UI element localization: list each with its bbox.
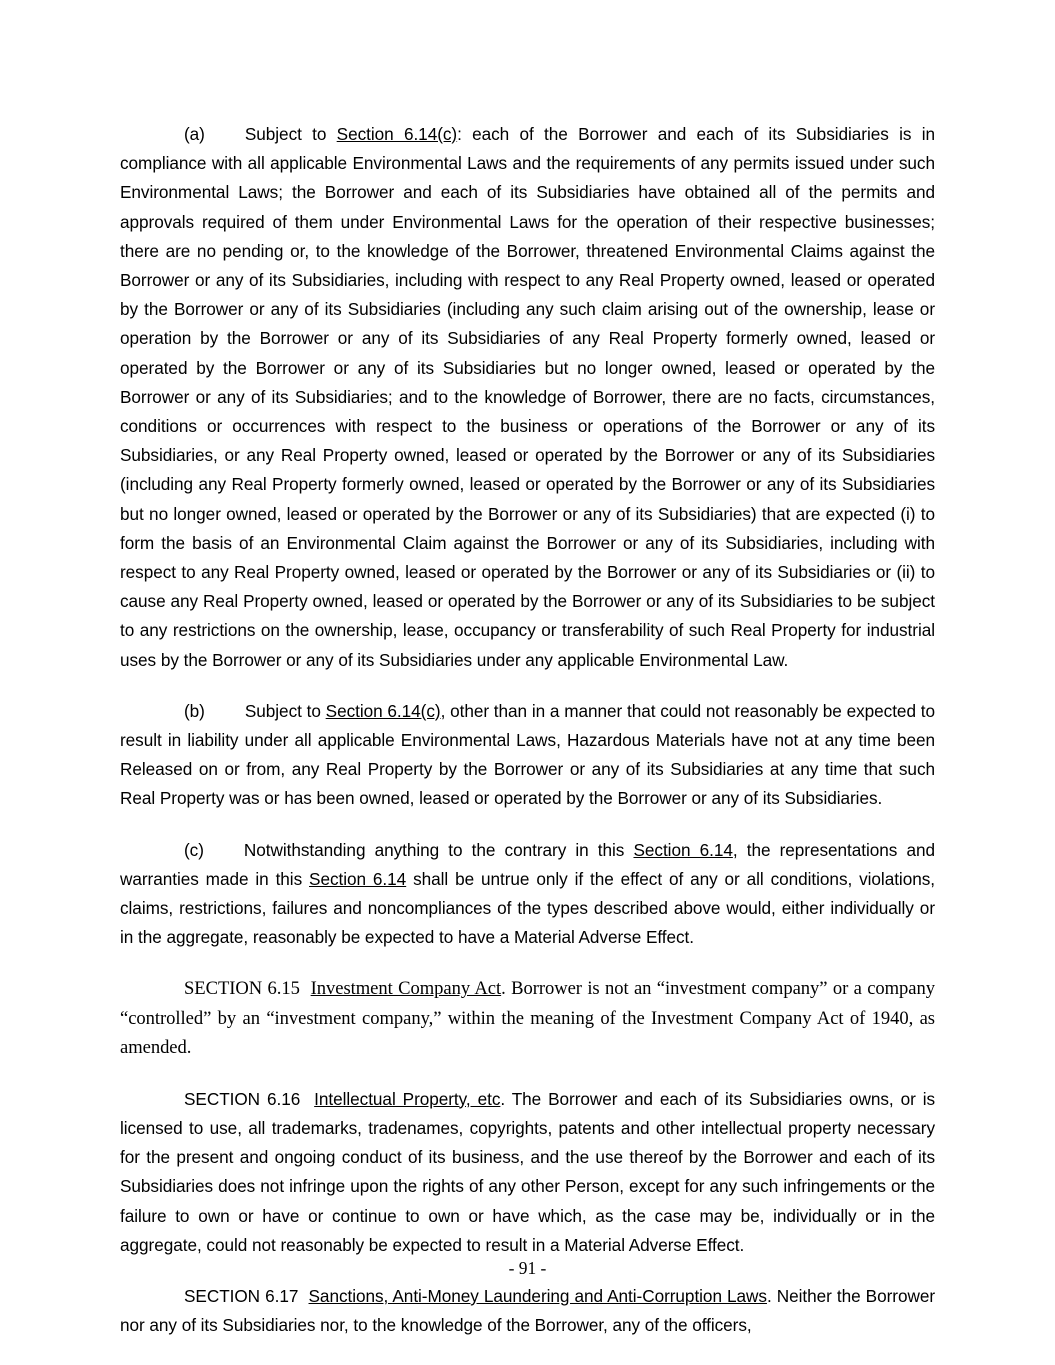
cross-reference-link[interactable]: Section 6.14 (309, 868, 407, 889)
paragraph-c (120, 836, 935, 953)
paragraph-b (120, 697, 935, 814)
section-text: . Borrower is not an “investment company” or a company “controlled” by an “investment company,” within the meaning of the Investment Company Act of 1940, as amended. (120, 978, 935, 1059)
cross-reference-link[interactable]: Section 6.14(c) (336, 124, 458, 144)
section-6-16 (120, 1085, 935, 1260)
paragraph-a-text: : each of the Borrower and each of its Subsidiaries is in compliance with all applicable Environmental Laws and the requirements of any permits issued under such Environmental Laws; the Borrower and each of its Subsidiaries have obtained all of the permits and approvals required of them under Environmental Laws for the operation of their respective businesses; there are no pending or, to the knowledge of the Borrower, threatened Environmental Claims against the Borrower or any of its Subsidiaries, including with respect to any Real Property owned, leased or operated by the Borrower or any of its Subsidiaries (including any such claim arising out of the ownership, lease or operation by the Borrower or any of its Subsidiaries of any Real Property formerly owned, leased or operated by the Borrower or any of its Subsidiaries but no longer owned, leased or operated by the Borrower or any of its Subsidiaries; and to the knowledge of Borrower, there are no facts, circumstances, conditions or occurrences with respect to the business or operations of the Borrower or any of its Subsidiaries, or any Real Property owned, leased or operated by the Borrower or any of its Subsidiaries (including any Real Property formerly owned, leased or operated by the Borrower or any of its Subsidiaries but no longer owned, leased or operated by the Borrower or any of its Subsidiaries) that are expected (i) to form the basis of an Environmental Claim against the Borrower or any of its Subsidiaries, including with respect to any Real Property owned, leased or operated by the Borrower or any of its Subsidiaries or (ii) to cause any Real Property owned, leased or operated by the Borrower or any of its Subsidiaries to be subject to any restrictions on the ownership, lease, occupancy or transferability of such Real Property for industrial uses by the Borrower or any of its Subsidiaries under any applicable Environmental Law. (120, 124, 935, 670)
paragraph-a-label: (a) (184, 124, 205, 144)
cross-reference-link[interactable]: Section 6.14 (633, 839, 733, 860)
paragraph-a (120, 120, 935, 675)
paragraph-c-lead: Notwithstanding anything to the contrary in this (243, 839, 634, 860)
paragraph-c-tail: shall be untrue only if the effect of any or all conditions, violations, claims, restrictions, failures and noncompliances of the types described above would, either individually or in the aggregate, reasonably be expected to have a Material Adverse Effect. (120, 868, 935, 948)
cross-reference-link[interactable]: Section 6.14(c) (325, 700, 441, 721)
section-6-17 (120, 1282, 935, 1340)
section-text: . Neither the Borrower nor any of its Subsidiaries nor, to the knowledge of the Borrower, any of the officers, (120, 1285, 936, 1336)
paragraph-a-lead: Subject to (244, 124, 337, 144)
paragraph-c-mid: , the representations and warranties made in this (120, 839, 935, 889)
section-heading: Intellectual Property, etc (314, 1088, 501, 1109)
page-number: - 91 - (508, 1258, 547, 1278)
section-number: SECTION 6.15 (184, 978, 300, 1000)
section-heading: Sanctions, Anti-Money Laundering and Anti-Corruption Laws (308, 1285, 767, 1306)
section-heading: Investment Company Act (310, 978, 502, 1000)
paragraph-c-label: (c) (184, 839, 204, 860)
section-number: SECTION 6.16 (184, 1088, 301, 1109)
section-6-15 (120, 974, 935, 1062)
document-body (120, 120, 935, 1340)
section-text: . The Borrower and each of its Subsidiaries owns, or is licensed to use, all trademarks, tradenames, copyrights, patents and other intellectual property necessary for the present and ongoing conduct of its business, and the use thereof by the Borrower and each of its Subsidiaries does not infringe upon the rights of any other Person, except for any such infringements or the failure to own or have or continue to own or have which, as the case may be, individually or in the aggregate, could not reasonably be expected to result in a Material Adverse Effect. (120, 1088, 936, 1255)
section-number: SECTION 6.17 (184, 1285, 299, 1306)
paragraph-b-text: , other than in a manner that could not reasonably be expected to result in liability under all applicable Environmental Laws, Hazardous Materials have not at any time been Released on or from, any Real Property by the Borrower or any of its Subsidiaries at any time that such Real Property was or has been owned, leased or operated by the Borrower or any of its Subsidiaries. (120, 700, 935, 809)
paragraph-b-lead: Subject to (244, 700, 326, 721)
paragraph-b-label: (b) (184, 700, 205, 721)
